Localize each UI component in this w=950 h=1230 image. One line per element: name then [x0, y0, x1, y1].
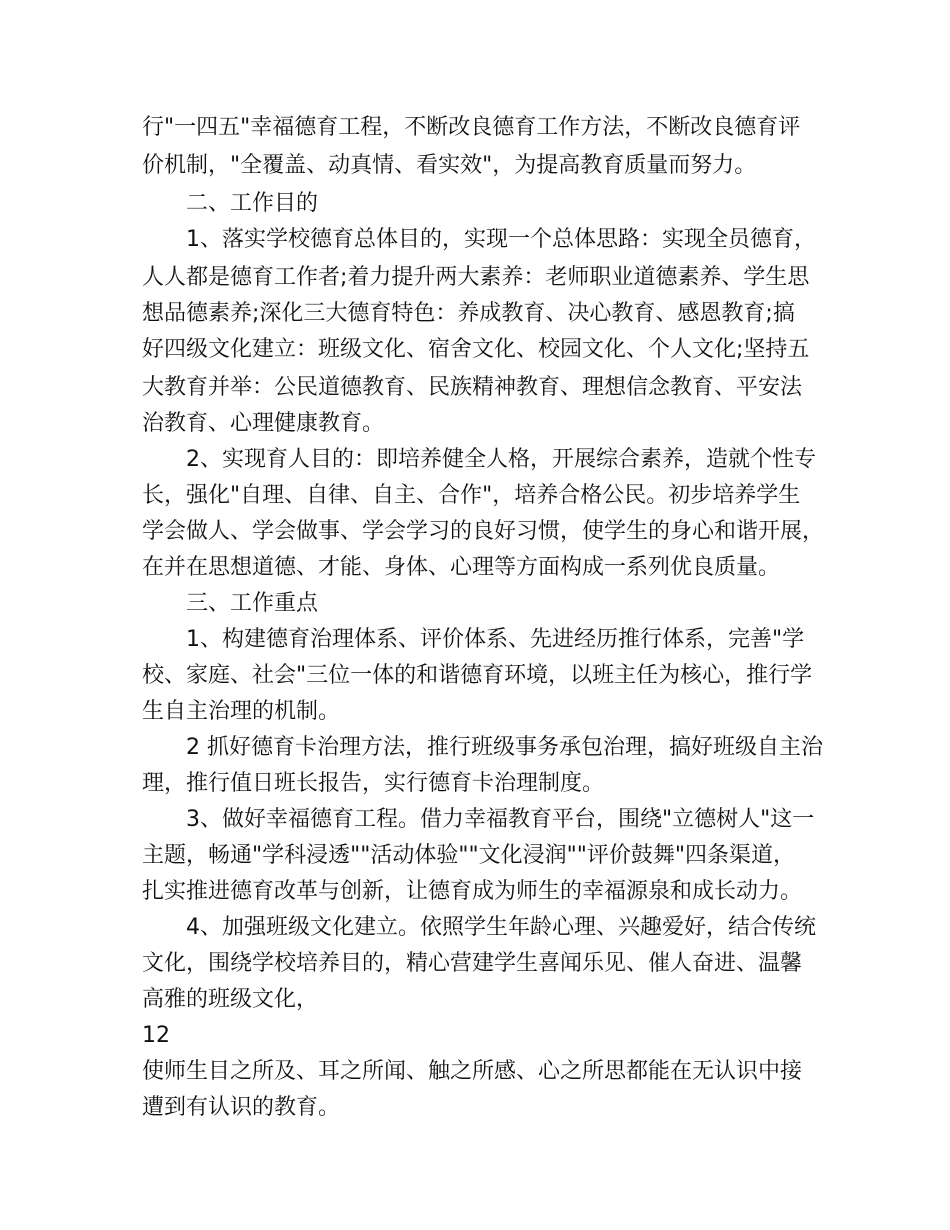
text-line: 行"一四五"幸福德育工程，不断改良德育工作方法，不断改良德育评 — [142, 115, 801, 140]
text-line: 1、构建德育治理体系、评价体系、先进经历推行体系，完善"学 — [186, 627, 805, 652]
text-line: 治教育、心理健康教育。 — [142, 411, 385, 436]
text-line: 在并在思想道德、才能、身体、心理等方面构成一系列优良质量。 — [142, 555, 781, 580]
page-number: 12 — [142, 1023, 170, 1048]
section-heading: 三、工作重点 — [186, 591, 319, 616]
text-line: 扎实推进德育改革与创新，让德育成为师生的幸福源泉和成长动力。 — [142, 879, 803, 904]
text-line: 大教育并举：公民道德教育、民族精神教育、理想信念教育、平安法 — [142, 375, 803, 400]
text-line: 主题，畅通"学科浸透""活动体验""文化浸润""评价鼓舞"四条渠道， — [142, 843, 795, 868]
text-line: 2、实现育人目的：即培养健全人格，开展综合素养，造就个性专 — [186, 447, 816, 472]
text-line: 学会做人、学会做事、学会学习的良好习惯，使学生的身心和谐开展， — [142, 519, 825, 544]
text-line: 高雅的班级文化， — [142, 987, 319, 1012]
text-line: 理，推行值日班长报告，实行德育卡治理制度。 — [142, 771, 605, 796]
text-line: 校、家庭、社会"三位一体的和谐德育环境，以班主任为核心，推行学 — [142, 663, 813, 688]
text-line: 好四级文化建立：班级文化、宿舍文化、校园文化、个人文化;坚持五 — [142, 337, 810, 362]
text-line: 遭到有认识的教育。 — [142, 1095, 341, 1120]
text-line: 使师生目之所及、耳之所闻、触之所感、心之所思都能在无认识中接 — [142, 1059, 803, 1084]
section-heading: 二、工作目的 — [186, 191, 319, 216]
text-line: 生自主治理的机制。 — [142, 699, 341, 724]
text-line: 想品德素养;深化三大德育特色：养成教育、决心教育、感恩教育;搞 — [142, 301, 795, 326]
text-line: 人人都是德育工作者;着力提升两大素养：老师职业道德素养、学生思 — [142, 265, 810, 290]
text-line: 1、落实学校德育总体目的，实现一个总体思路：实现全员德育， — [186, 227, 816, 252]
text-line: 长，强化"自理、自律、自主、合作"，培养合格公民。初步培养学生 — [142, 483, 801, 508]
text-line: 价机制，"全覆盖、动真情、看实效"，为提高教育质量而努力。 — [142, 153, 757, 178]
text-line: 4、加强班级文化建立。依照学生年龄心理、兴趣爱好，结合传统 — [186, 915, 816, 940]
text-line: 2 抓好德育卡治理方法，推行班级事务承包治理，搞好班级自主治 — [186, 735, 823, 760]
text-line: 3、做好幸福德育工程。借力幸福教育平台，围绕"立德树人"这一 — [186, 807, 815, 832]
text-line: 文化，围绕学校培养目的，精心营建学生喜闻乐见、催人奋进、温馨 — [142, 951, 803, 976]
